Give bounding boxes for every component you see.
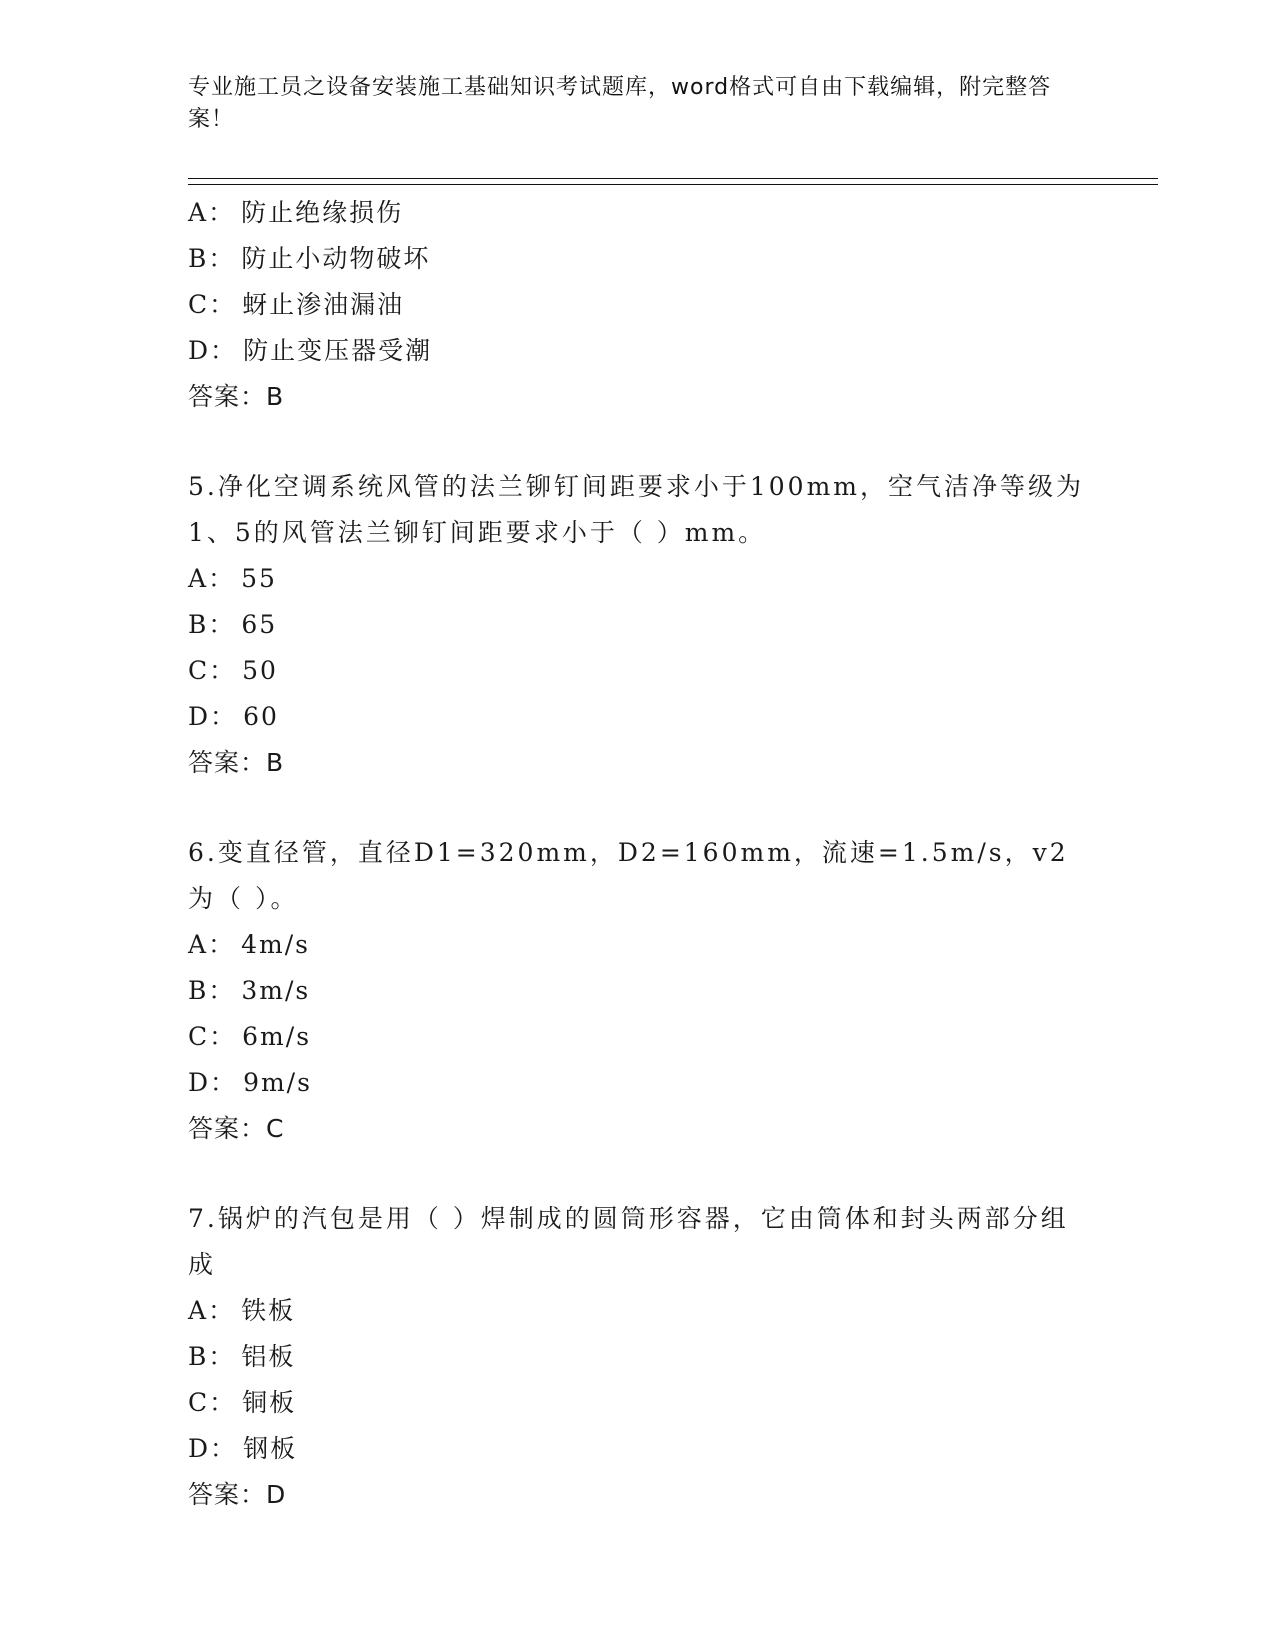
option-b: B： 铝板 <box>188 1342 296 1371</box>
option-d: D： 60 <box>188 702 279 731</box>
option-a: A： 55 <box>188 564 277 593</box>
question-4 <box>188 190 1088 420</box>
answer: 答案：B <box>188 382 285 411</box>
answer: 答案：D <box>188 1480 287 1509</box>
option-d: D： 钢板 <box>188 1434 298 1463</box>
header-divider <box>188 178 1158 185</box>
question-stem: 7.锅炉的汽包是用（ ）焊制成的圆筒形容器，它由筒体和封头两部分组成 <box>188 1204 1069 1279</box>
option-c: C： 50 <box>188 656 278 685</box>
option-c: C： 蚜止渗油漏油 <box>188 290 405 319</box>
question-5 <box>188 464 1088 786</box>
option-b: B： 防止小动物破坏 <box>188 244 431 273</box>
option-d: D： 防止变压器受潮 <box>188 336 433 365</box>
option-c: C： 6m/s <box>188 1022 312 1051</box>
option-a: A： 铁板 <box>188 1296 296 1325</box>
option-c: C： 铜板 <box>188 1388 297 1417</box>
question-stem: 5.净化空调系统风管的法兰铆钉间距要求小于100mm，空气洁净等级为1、5的风管法兰铆钉间距要求小于（ ）mm。 <box>188 472 1084 547</box>
answer: 答案：C <box>188 1114 285 1143</box>
option-b: B： 65 <box>188 610 278 639</box>
question-stem: 6.变直径管，直径D1=320mm，D2=160mm，流速=1.5m/s，v2为（ ）。 <box>188 838 1069 913</box>
option-d: D： 9m/s <box>188 1068 312 1097</box>
document-header: 专业施工员之设备安装施工基础知识考试题库，word格式可自由下载编辑，附完整答案！ <box>188 75 1052 132</box>
option-a: A： 4m/s <box>188 930 310 959</box>
question-list <box>188 190 1088 1518</box>
question-6 <box>188 830 1088 1152</box>
option-a: A： 防止绝缘损伤 <box>188 198 404 227</box>
question-7 <box>188 1196 1088 1518</box>
answer: 答案：B <box>188 748 285 777</box>
option-b: B： 3m/s <box>188 976 311 1005</box>
